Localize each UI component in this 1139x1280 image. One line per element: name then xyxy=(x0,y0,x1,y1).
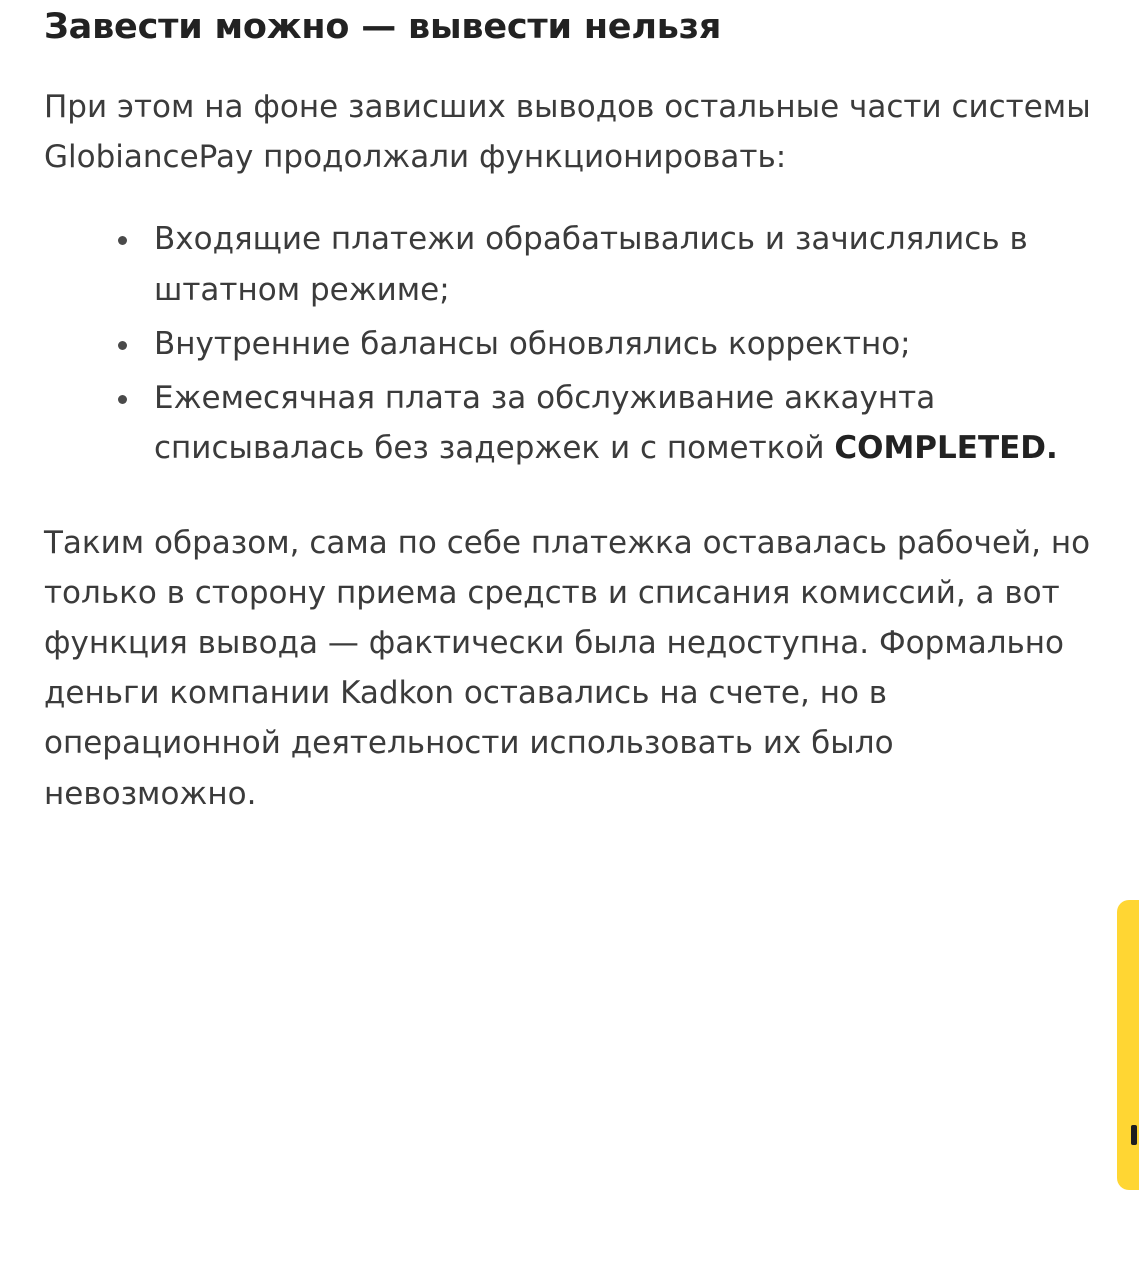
list-item xyxy=(44,373,1095,473)
intro-paragraph: При этом на фоне зависших выводов остальные части системы GlobiancePay продолжали функционировать: xyxy=(44,89,1091,176)
list-item-text: Внутренние балансы обновлялись корректно; xyxy=(154,325,911,362)
page-title: Завести можно — вывести нельзя xyxy=(44,7,722,47)
side-tab-widget[interactable] xyxy=(1117,900,1139,1190)
side-tab-handle-icon xyxy=(1131,1125,1137,1145)
list-item xyxy=(44,214,1095,314)
closing-paragraph: Таким образом, сама по себе платежка оставалась рабочей, но только в сторону приема средств и списания комиссий, а вот функция вывода — фактически была недоступна. Формально деньги компании Kadkon оставались на счете, но в операционной деятельности использовать их было невозможно. xyxy=(44,524,1091,812)
list-item-text: Входящие платежи обрабатывались и зачислялись в штатном режиме; xyxy=(154,221,1028,308)
bullet-list xyxy=(44,182,1095,473)
list-item-text: Ежемесячная плата за обслуживание аккаунта списывалась без задержек и с пометкой xyxy=(154,380,936,467)
status-badge: COMPLETED. xyxy=(834,430,1058,467)
list-item xyxy=(44,319,1095,369)
